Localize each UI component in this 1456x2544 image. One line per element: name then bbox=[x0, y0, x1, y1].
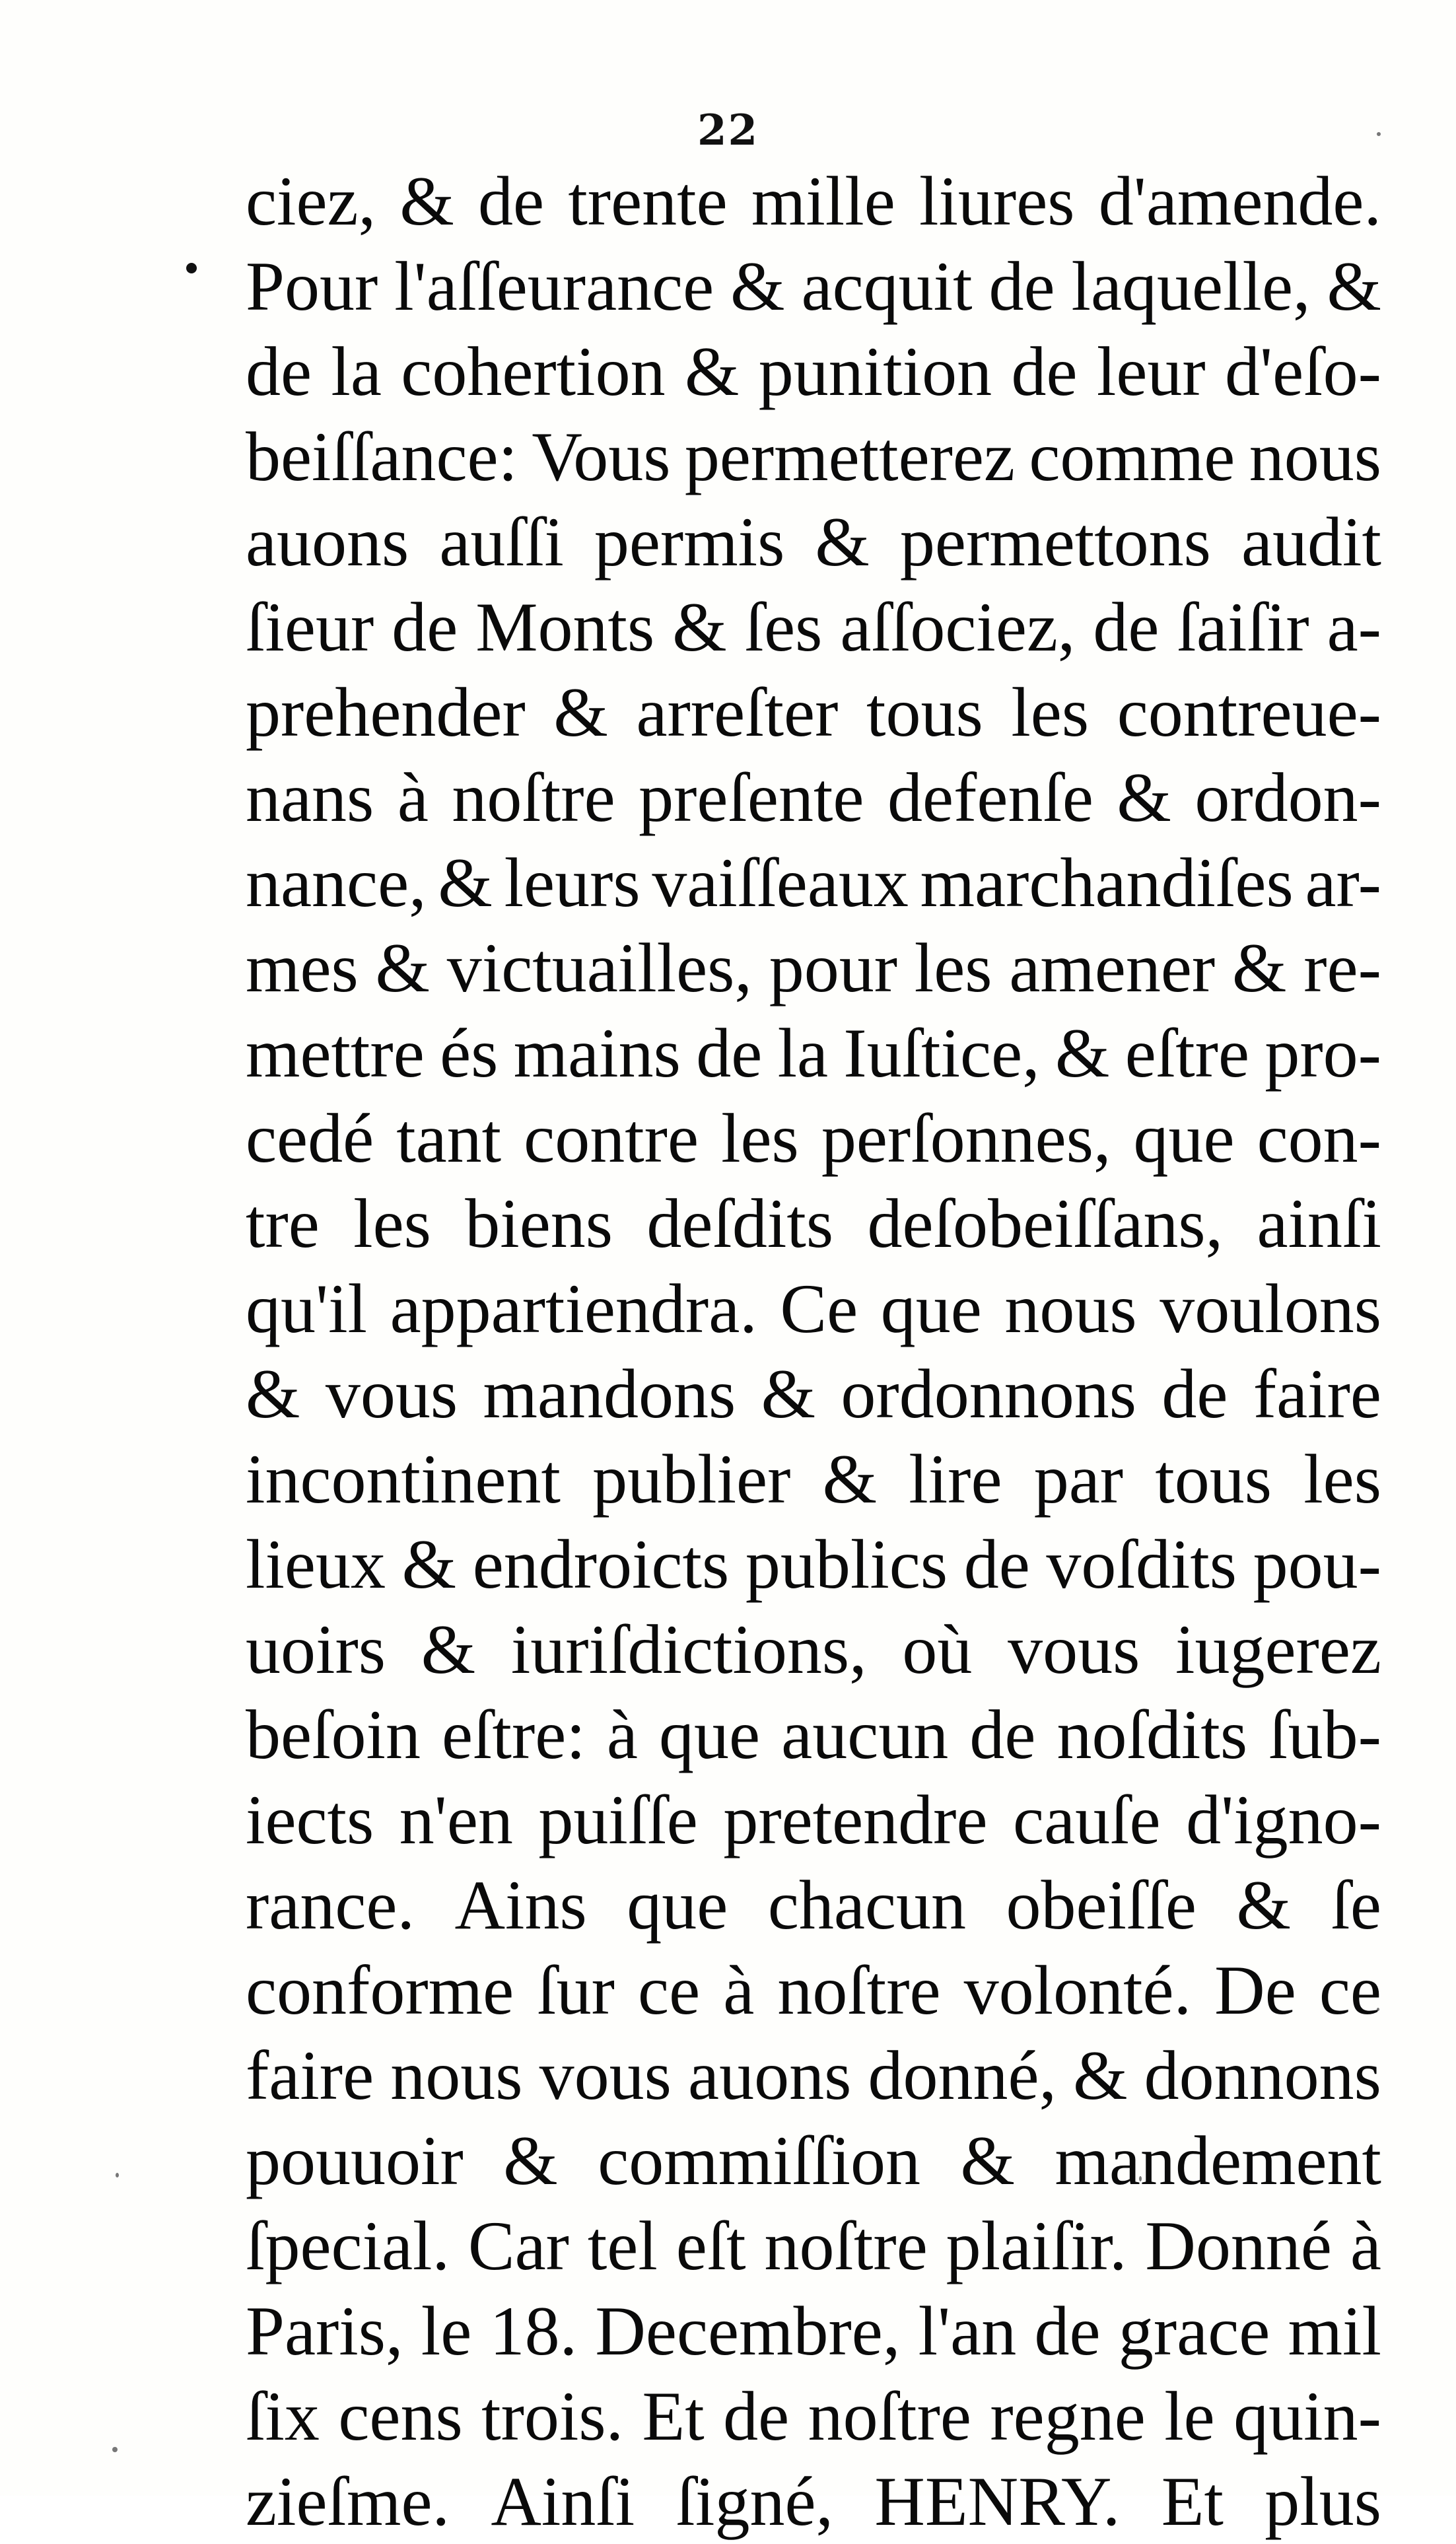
body-text bbox=[246, 159, 1381, 2544]
text-word: comme bbox=[1029, 418, 1235, 495]
text-word: aucun bbox=[781, 1696, 949, 1773]
text-word: appartiendra. bbox=[390, 1270, 757, 1347]
text-word: re- bbox=[1303, 929, 1381, 1007]
text-word: donné, bbox=[868, 2037, 1057, 2114]
text-word: & bbox=[1236, 1866, 1291, 1944]
text-word: plus bbox=[1265, 2463, 1381, 2540]
text-word: Car bbox=[468, 2207, 569, 2284]
text-word: par bbox=[1033, 1440, 1124, 1518]
text-word: noſdits bbox=[1057, 1696, 1248, 1773]
text-word: & bbox=[375, 929, 430, 1007]
text-word: & bbox=[822, 1440, 878, 1518]
text-line bbox=[246, 414, 1381, 499]
text-line bbox=[246, 1096, 1381, 1181]
text-word: le bbox=[421, 2292, 472, 2370]
text-word: donnons bbox=[1144, 2037, 1381, 2114]
text-word: & bbox=[246, 1355, 300, 1432]
text-line bbox=[246, 1181, 1381, 1266]
text-word: Ce bbox=[780, 1270, 858, 1347]
text-word: les bbox=[1303, 1440, 1381, 1518]
text-word: trois. bbox=[481, 2378, 624, 2455]
text-word: noſtre bbox=[764, 2207, 928, 2284]
text-word: 18. bbox=[489, 2292, 578, 2370]
text-word: ce bbox=[638, 1952, 701, 2029]
text-line bbox=[246, 244, 1381, 329]
text-word: cohertion bbox=[401, 333, 666, 410]
text-word: cedé bbox=[246, 1100, 374, 1177]
text-word: d'igno- bbox=[1186, 1781, 1381, 1858]
text-line bbox=[246, 1692, 1381, 1777]
text-word: n'en bbox=[399, 1781, 513, 1858]
text-word: endroicts bbox=[472, 1526, 730, 1603]
text-word: mandons bbox=[483, 1355, 736, 1432]
text-word: preſente bbox=[639, 759, 864, 836]
text-word: auſſi bbox=[439, 503, 564, 581]
text-word: eſtre bbox=[1125, 1014, 1250, 1092]
text-word: nous bbox=[1004, 1270, 1137, 1347]
text-word: ordonnons bbox=[841, 1355, 1136, 1432]
text-word: de bbox=[988, 248, 1055, 325]
text-word: & bbox=[1232, 929, 1287, 1007]
text-word: rance. bbox=[246, 1866, 415, 1944]
text-word: & bbox=[399, 162, 454, 240]
text-word: leurs bbox=[504, 844, 641, 921]
margin-mark bbox=[186, 263, 197, 273]
text-word: tant bbox=[396, 1100, 502, 1177]
text-word: punition bbox=[758, 333, 992, 410]
text-word: Monts bbox=[475, 588, 655, 666]
text-word: & bbox=[960, 2122, 1015, 2199]
text-line bbox=[246, 2203, 1381, 2288]
text-line bbox=[246, 2033, 1381, 2118]
text-word: grace bbox=[1118, 2292, 1270, 2370]
text-word: contre bbox=[524, 1100, 699, 1177]
text-line bbox=[246, 329, 1381, 414]
text-line bbox=[246, 1351, 1381, 1436]
text-word: zieſme. bbox=[246, 2463, 450, 2540]
text-word: mille bbox=[751, 162, 895, 240]
text-word: nous bbox=[1249, 418, 1381, 495]
text-word: pouuoir bbox=[246, 2122, 464, 2199]
text-line bbox=[246, 670, 1381, 755]
text-word: mandement bbox=[1055, 2122, 1381, 2199]
text-word: les bbox=[353, 1185, 431, 1262]
text-word: arreſter bbox=[636, 674, 839, 751]
text-word: mains bbox=[513, 1014, 681, 1092]
text-word: amener bbox=[1009, 929, 1216, 1007]
text-word: cauſe bbox=[1013, 1781, 1161, 1858]
text-word: Paris, bbox=[246, 2292, 403, 2370]
text-word: que bbox=[659, 1696, 761, 1773]
text-word: de bbox=[1093, 588, 1160, 666]
text-word: incontinent bbox=[246, 1440, 561, 1518]
text-word: ordon- bbox=[1195, 759, 1381, 836]
text-word: beſoin bbox=[246, 1696, 421, 1773]
text-word: que bbox=[627, 1866, 728, 1944]
text-line bbox=[246, 1948, 1381, 2033]
text-word: les bbox=[1011, 674, 1090, 751]
text-word: l'an bbox=[918, 2292, 1017, 2370]
text-word: nans bbox=[246, 759, 374, 836]
text-word: ſur bbox=[537, 1952, 615, 2029]
text-word: de bbox=[392, 588, 458, 666]
text-word: regne bbox=[990, 2378, 1146, 2455]
text-word: ſieur bbox=[246, 588, 374, 666]
text-word: & bbox=[1073, 2037, 1128, 2114]
text-word: où bbox=[902, 1611, 973, 1688]
text-word: puiſſe bbox=[538, 1781, 698, 1858]
text-word: mes bbox=[246, 929, 359, 1007]
text-word: pretendre bbox=[723, 1781, 988, 1858]
text-word: que bbox=[880, 1270, 982, 1347]
page-number: 22 bbox=[697, 106, 759, 155]
text-word: à bbox=[1350, 2207, 1381, 2284]
text-word: Et bbox=[1161, 2463, 1224, 2540]
text-word: Donné bbox=[1145, 2207, 1332, 2284]
text-line bbox=[246, 1522, 1381, 1607]
text-word: & bbox=[730, 248, 785, 325]
text-word: obeiſſe bbox=[1006, 1866, 1196, 1944]
text-word: quin- bbox=[1233, 2378, 1381, 2455]
text-word: tre bbox=[246, 1185, 320, 1262]
text-word: volonté. bbox=[963, 1952, 1192, 2029]
text-word: eſt bbox=[676, 2207, 746, 2284]
text-word: voulons bbox=[1160, 1270, 1381, 1347]
text-word: marchandiſes bbox=[920, 844, 1294, 921]
text-word: mil bbox=[1288, 2292, 1381, 2370]
text-word: l'aſſeurance bbox=[394, 248, 714, 325]
text-word: publier bbox=[592, 1440, 791, 1518]
text-line bbox=[246, 925, 1381, 1010]
text-word: ſes bbox=[744, 588, 823, 666]
text-line bbox=[246, 1607, 1381, 1692]
text-word: de bbox=[696, 1014, 763, 1092]
text-word: les bbox=[914, 929, 992, 1007]
text-word: biens bbox=[465, 1185, 613, 1262]
text-word: la bbox=[331, 333, 382, 410]
text-word: de bbox=[969, 1696, 1036, 1773]
text-line bbox=[246, 1266, 1381, 1351]
text-word: d'eſo- bbox=[1225, 333, 1381, 410]
text-word: à bbox=[397, 759, 429, 836]
text-word: uoirs bbox=[246, 1611, 386, 1688]
text-word: Vous bbox=[532, 418, 671, 495]
text-word: ſub- bbox=[1268, 1696, 1381, 1773]
text-word: pour bbox=[769, 929, 898, 1007]
text-word: ſix bbox=[246, 2378, 320, 2455]
text-word: les bbox=[721, 1100, 799, 1177]
text-word: acquit bbox=[801, 248, 973, 325]
text-word: ce bbox=[1319, 1952, 1381, 2029]
text-word: la bbox=[777, 1014, 829, 1092]
text-line bbox=[246, 1010, 1381, 1096]
text-line bbox=[246, 2374, 1381, 2459]
text-word: qu'il bbox=[246, 1270, 367, 1347]
text-word: mettre bbox=[246, 1014, 425, 1092]
text-line bbox=[246, 2459, 1381, 2544]
text-line bbox=[246, 1436, 1381, 1522]
text-word: aſſociez, bbox=[840, 588, 1076, 666]
text-word: audit bbox=[1241, 503, 1381, 581]
text-word: & bbox=[503, 2122, 558, 2199]
text-word: defenſe bbox=[887, 759, 1093, 836]
text-word: de bbox=[478, 162, 545, 240]
text-word: perſonnes, bbox=[821, 1100, 1111, 1177]
text-word: commiſſion bbox=[598, 2122, 920, 2199]
text-word: Ainſi bbox=[491, 2463, 635, 2540]
text-word: ainſi bbox=[1257, 1185, 1381, 1262]
text-word: & bbox=[1055, 1014, 1110, 1092]
text-word: de bbox=[1161, 1355, 1228, 1432]
text-word: que bbox=[1133, 1100, 1235, 1177]
text-word: ſaiſir bbox=[1177, 588, 1309, 666]
text-word: & bbox=[672, 588, 727, 666]
paper-speck bbox=[112, 2447, 118, 2452]
text-word: & bbox=[1327, 248, 1381, 325]
text-word: contreue- bbox=[1117, 674, 1381, 751]
text-word: & bbox=[553, 674, 608, 751]
text-word: & bbox=[438, 844, 493, 921]
text-word: le bbox=[1164, 2378, 1215, 2455]
text-word: De bbox=[1214, 1952, 1296, 2029]
text-word: eſtre: bbox=[442, 1696, 586, 1773]
text-word: iects bbox=[246, 1781, 374, 1858]
text-word: & bbox=[421, 1611, 476, 1688]
text-word: faire bbox=[1253, 1355, 1381, 1432]
text-word: plaiſir. bbox=[946, 2207, 1127, 2284]
text-line bbox=[246, 2118, 1381, 2203]
text-word: és bbox=[440, 1014, 499, 1092]
text-word: beiſſance: bbox=[246, 418, 518, 495]
text-word: HENRY. bbox=[874, 2463, 1121, 2540]
text-word: vous bbox=[539, 2037, 672, 2114]
text-word: permettons bbox=[899, 503, 1211, 581]
text-word: auons bbox=[246, 503, 409, 581]
text-word: liures bbox=[919, 162, 1075, 240]
text-word: faire bbox=[246, 2037, 374, 2114]
text-word: tous bbox=[866, 674, 983, 751]
text-word: noſtre bbox=[452, 759, 615, 836]
text-line bbox=[246, 1777, 1381, 1862]
text-word: ciez, bbox=[246, 162, 376, 240]
text-word: permetterez bbox=[684, 418, 1016, 495]
text-word: a- bbox=[1327, 588, 1381, 666]
text-word: d'amende. bbox=[1098, 162, 1381, 240]
text-word: à bbox=[606, 1696, 638, 1773]
text-word: à bbox=[723, 1952, 755, 2029]
text-word: de bbox=[246, 333, 312, 410]
text-line bbox=[246, 159, 1381, 244]
text-word: Iuſtice, bbox=[843, 1014, 1040, 1092]
text-word: nous bbox=[390, 2037, 523, 2114]
text-word: voſdits bbox=[1046, 1526, 1237, 1603]
text-word: publics bbox=[745, 1526, 948, 1603]
text-line bbox=[246, 1862, 1381, 1948]
text-word: Ains bbox=[454, 1866, 587, 1944]
text-word: & bbox=[761, 1355, 816, 1432]
text-word: tous bbox=[1155, 1440, 1272, 1518]
text-word: lieux bbox=[246, 1526, 386, 1603]
text-word: vaiſſeaux bbox=[652, 844, 909, 921]
text-line bbox=[246, 840, 1381, 925]
text-word: laquelle, bbox=[1071, 248, 1311, 325]
text-word: noſtre bbox=[808, 2378, 971, 2455]
text-word: conforme bbox=[246, 1952, 514, 2029]
text-word: auons bbox=[688, 2037, 852, 2114]
text-word: vous bbox=[1008, 1611, 1140, 1688]
text-word: de bbox=[1011, 333, 1078, 410]
text-word: deſdits bbox=[646, 1185, 834, 1262]
text-word: & bbox=[684, 333, 740, 410]
text-word: ſe bbox=[1331, 1866, 1381, 1944]
text-word: tel bbox=[587, 2207, 658, 2284]
text-word: de bbox=[963, 1526, 1030, 1603]
text-word: Et bbox=[642, 2378, 705, 2455]
text-word: pro- bbox=[1265, 1014, 1381, 1092]
text-line bbox=[246, 2288, 1381, 2374]
text-word: de bbox=[723, 2378, 790, 2455]
text-word: nance, bbox=[246, 844, 427, 921]
text-word: permis bbox=[594, 503, 785, 581]
paper-speck bbox=[1377, 132, 1381, 136]
text-word: ſpecial. bbox=[246, 2207, 450, 2284]
text-word: con- bbox=[1257, 1100, 1381, 1177]
text-word: noſtre bbox=[777, 1952, 941, 2029]
text-word: iuriſdictions, bbox=[510, 1611, 867, 1688]
text-word: vous bbox=[325, 1355, 458, 1432]
text-word: Pour bbox=[246, 248, 378, 325]
text-word: cens bbox=[338, 2378, 463, 2455]
text-line bbox=[246, 584, 1381, 670]
text-word: deſobeiſſans, bbox=[867, 1185, 1224, 1262]
text-line bbox=[246, 755, 1381, 840]
text-word: prehender bbox=[246, 674, 526, 751]
text-word: iugerez bbox=[1175, 1611, 1381, 1688]
text-word: Decembre, bbox=[595, 2292, 901, 2370]
text-word: pou- bbox=[1253, 1526, 1381, 1603]
text-word: de bbox=[1034, 2292, 1101, 2370]
text-word: lire bbox=[909, 1440, 1002, 1518]
text-line bbox=[246, 499, 1381, 584]
text-word: ar- bbox=[1305, 844, 1381, 921]
text-word: trente bbox=[568, 162, 728, 240]
paper-speck bbox=[116, 2173, 119, 2177]
text-word: leur bbox=[1096, 333, 1206, 410]
text-word: ſigné, bbox=[676, 2463, 834, 2540]
text-word: victuailles, bbox=[446, 929, 752, 1007]
text-word: & bbox=[815, 503, 870, 581]
text-word: & bbox=[1117, 759, 1171, 836]
text-word: chacun bbox=[767, 1866, 966, 1944]
text-word: & bbox=[401, 1526, 457, 1603]
